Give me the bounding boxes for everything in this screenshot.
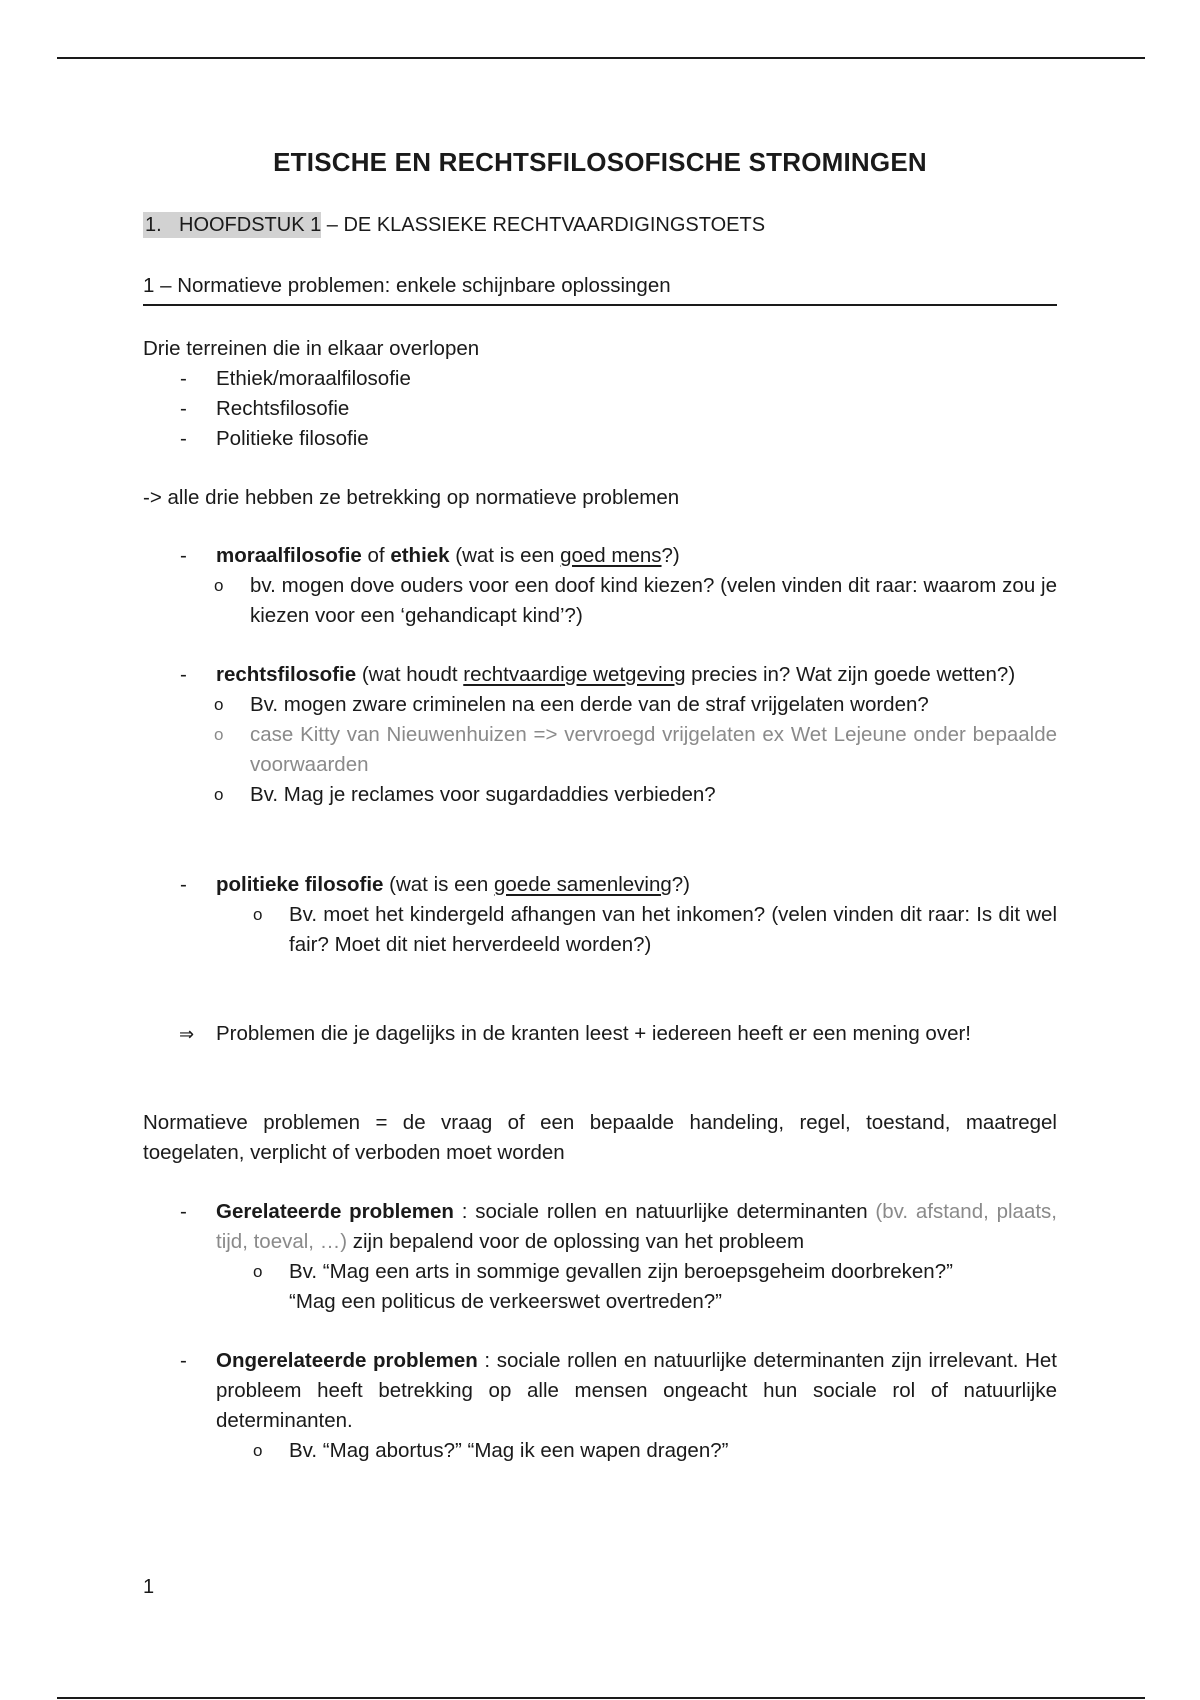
ongerelateerd-block — [143, 1346, 1057, 1466]
list-item: - Ethiek/moraalfilosofie — [143, 364, 1057, 394]
circle-marker: o — [214, 785, 224, 804]
sub-item: o Bv. mogen zware criminelen na een derde van de straf vrijgelaten worden? — [143, 690, 1057, 720]
circle-marker: o — [253, 1441, 263, 1460]
dash-marker: - — [180, 427, 187, 450]
list-item: - Politieke filosofie — [143, 424, 1057, 454]
intro-block — [143, 334, 1057, 454]
chapter-subtitle: – DE KLASSIEKE RECHTVAARDIGINGSTOETS — [321, 214, 766, 236]
definition-paragraph: Normatieve problemen = de vraag of een bepaalde handeling, regel, toestand, maatregel toegelaten, verplicht of verboden moet worden — [143, 1111, 1057, 1164]
circle-marker: o — [214, 725, 224, 744]
implies-arrow-icon: ⇒ — [179, 1024, 195, 1044]
header-rule — [57, 57, 1145, 59]
arrow-line: -> alle drie hebben ze betrekking op normatieve problemen — [143, 486, 680, 509]
section-heading: 1 – Normatieve problemen: enkele schijnbare oplossingen — [143, 274, 1057, 306]
chapter-heading — [143, 214, 765, 237]
chapter-label: HOOFDSTUK 1 — [179, 214, 322, 236]
list-item: - rechtsfilosofie (wat houdt rechtvaardige wetgeving precies in? Wat zijn goede wetten?) — [143, 660, 1057, 690]
recht-block — [143, 660, 1057, 810]
dash-marker: - — [180, 1349, 187, 1372]
chapter-highlight — [143, 212, 321, 238]
dash-marker: - — [180, 1200, 187, 1223]
intro-lead: Drie terreinen die in elkaar overlopen — [143, 337, 480, 360]
list-item: - politieke filosofie (wat is een goede samenleving?) — [143, 870, 1057, 900]
list-item: - moraalfilosofie of ethiek (wat is een goed mens?) — [143, 541, 1057, 571]
page-number: 1 — [143, 1576, 155, 1598]
sub-item: o case Kitty van Nieuwenhuizen => vervroegd vrijgelaten ex Wet Lejeune onder bepaalde voorwaarden — [143, 720, 1057, 780]
gerelateerd-block — [143, 1197, 1057, 1317]
circle-marker: o — [253, 905, 263, 924]
sub-item: o Bv. moet het kindergeld afhangen van het inkomen? (velen vinden dit raar: Is dit wel fair? Moet dit niet herverdeeld worden?) — [143, 900, 1057, 960]
circle-marker: o — [214, 695, 224, 714]
dash-marker: - — [180, 663, 187, 686]
list-item: - Gerelateerde problemen : sociale rollen en natuurlijke determinanten (bv. afstand, plaats, tijd, toeval, …) zijn bepalend voor de oplossing van het probleem — [143, 1197, 1057, 1257]
list-item: - Ongerelateerde problemen : sociale rollen en natuurlijke determinanten zijn irrelevant. Het probleem heeft betrekking op alle mensen ongeacht hun sociale rol of natuurlijke determinanten. — [143, 1346, 1057, 1436]
conclusion-block — [143, 1019, 1057, 1049]
dash-marker: - — [180, 544, 187, 567]
circle-marker: o — [214, 576, 224, 595]
footer-rule — [57, 1697, 1145, 1699]
sub-item: o Bv. “Mag abortus?” “Mag ik een wapen dragen?” — [143, 1436, 1057, 1466]
moraal-block — [143, 541, 1057, 631]
conclusion-line: ⇒ Problemen die je dagelijks in de kranten leest + iedereen heeft er een mening over! — [143, 1019, 1057, 1049]
circle-marker: o — [253, 1262, 263, 1281]
list-item: - Rechtsfilosofie — [143, 394, 1057, 424]
sub-item: o bv. mogen dove ouders voor een doof kind kiezen? (velen vinden dit raar: waarom zou je kiezen voor een ‘gehandicapt kind’?) — [143, 571, 1057, 631]
sub-item: o Bv. Mag je reclames voor sugardaddies verbieden? — [143, 780, 1057, 810]
dash-marker: - — [180, 397, 187, 420]
politiek-block — [143, 870, 1057, 960]
sub-item: o Bv. “Mag een arts in sommige gevallen zijn beroepsgeheim doorbreken?” “Mag een politicus de verkeerswet overtreden?” — [143, 1257, 1057, 1317]
chapter-number: 1. — [145, 214, 162, 236]
dash-marker: - — [180, 367, 187, 390]
document-title: ETISCHE EN RECHTSFILOSOFISCHE STROMINGEN — [273, 147, 927, 177]
dash-marker: - — [180, 873, 187, 896]
